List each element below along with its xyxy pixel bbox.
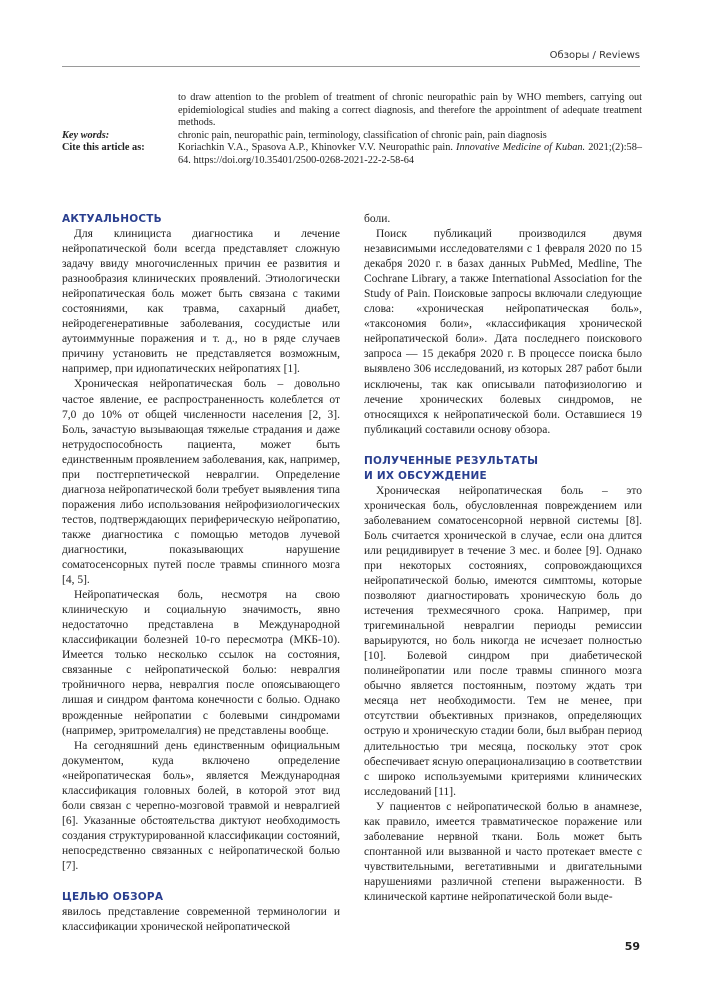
paragraph: На сегодняшний день единственным официальным документом, куда включено определение «нейропатическая боль», является Международная классификация головных болей, в которой этот вид боли связан с черепно-мозговой травмой и невралгией [6]. Указанные обстоятельства диктуют необходимость создания структурированной классификации состояний, непосредственно связанных с нейропатической болью [7]. (62, 739, 340, 872)
citation-journal: Innovative Medicine of Kuban. (456, 142, 586, 154)
header-divider (62, 66, 640, 67)
paragraph: Поиск публикаций производился двумя независимыми исследователями с 1 февраля 2020 по 15 декабря 2020 г. в базах данных PubMed, Medline, The Cochrane Library, а также International Association for the Study of Pain. Поисковые запросы включали следующие слова: «хроническая нейропатическая боль», «таксономия боли», «классификация хронической нейропатической боли». Дата последнего поискового запроса — 15 декабря 2020 г. В процессе поиска было выявлено 306 исследований, из которых 287 работ были исключены, так как описывали патофизиологию и лечение хронических болевых синдромов, не относящихся к нейропатической боли. Оставшиеся 19 публикаций составили основу обзора. (364, 228, 642, 436)
section-heading-results (364, 454, 642, 484)
section-heading-aim: ЦЕЛЬЮ ОБЗОРА (62, 891, 164, 904)
keywords-label: Key words: (62, 129, 110, 141)
paragraph: явилось представление современной терминологии и классификации хронической нейропатической (62, 906, 340, 934)
page-number: 59 (624, 940, 640, 953)
citation-authors: Koriachkin V.A., Spasova A.P., Khinovker V.V. Neuropathic pain. (178, 142, 453, 154)
citation-text (178, 142, 642, 167)
paragraph: Хроническая нейропатическая боль – довольно частое явление, ее распространенность колеблется от 7,0 до 10% от общей численности населения [2, 3]. Боль, зачастую вызывающая тяжелые страдания и даже нетрудоспособность пациента, может быть единственным проявлением заболевания, как, например, при постгерпетической невралгии. Определение диагноза нейропатической боли требует выявления типа поражения либо использования нейрофизиологических тестов, подтверждающих периферическую нейропатию, также диагностика с помощью методов лучевой диагностики, показывающих нарушение соматосенсорных путей после травмы спинного мозга [4, 5]. (62, 378, 341, 587)
citation-row (62, 142, 642, 167)
keywords-row (62, 130, 642, 143)
keywords-text: chronic pain, neuropathic pain, terminology, classification of chronic pain, pain diagnosis (178, 129, 547, 141)
paragraph: У пациентов с нейропатической болью в анамнезе, как правило, имеется травматическое поражение или заболевание нервной ткани. Боль может быть спонтанной или вызванной и часто протекает вместе с чувствительными, вегетативными и двигательными нарушениями различной степени выраженности. В клинической картине нейропатической боли выде- (364, 800, 642, 903)
article-meta (62, 92, 642, 168)
citation-label: Cite this article as: (62, 142, 145, 154)
right-column (364, 212, 642, 905)
citation-details: 2021;(2):58–64. https://doi.org/10.35401/2500-0268-2021-22-2-58-64 (178, 142, 643, 166)
abstract-tail: to draw attention to the problem of treatment of chronic neuropathic pain by WHO members, carrying out epidemiological studies and making a correct diagnosis, and therefore the appointment of adequate treatment methods. (178, 92, 642, 129)
section-heading-relevance: АКТУАЛЬНОСТЬ (62, 213, 162, 225)
paragraph: Хроническая нейропатическая боль – это хроническая боль, обусловленная повреждением или заболеванием соматосенсорной нервной системы [8]. Боль считается хронической в случае, если она длится или рецидивирует в течение 3 мес. и более [9]. Однако при некоторых состояниях, сопровождающихся нейропатической болью, имеются симптомы, которые позволяют диагностировать хроническую боль до истечения трехмесячного срока. Например, при тригеминальной невралгии периоды ремиссии варьируются, но боль никогда не исчезает полностью [10]. Болевой синдром при диабетической полинейропатии или после травмы спинного мозга обычно является постоянным, поэтому ждать три месяца нет необходимости. Тем не менее, при отсутствии объективных признаков, определяющих острую и хроническую стадии боли, был выбран период длительностью три месяца, поскольку этот срок обеспечивает ясную операционализацию в соответствии с широко используемыми критериями клинических исследований [11]. (364, 484, 642, 798)
heading-line: ПОЛУЧЕННЫЕ РЕЗУЛЬТАТЫ (364, 454, 539, 467)
left-column (62, 212, 340, 935)
paragraph: Для клинициста диагностика и лечение нейропатической боли всегда представляет сложную задачу ввиду многочисленных причин ее развития и разнообразия клинических проявлений. Этиологически нейропатическая боль может быть связана с такими состояниями, как травма, сахарный диабет, нейродегенеративные заболевания, сосудистые или аутоиммунные поражения и т. д., но в ряде случаев причину установить не представляется возможным, например, при идиопатических нейропатиях [1]. (62, 228, 340, 376)
paragraph-continuation: боли. (364, 213, 391, 225)
paragraph: Нейропатическая боль, несмотря на свою клиническую и социальную значимость, явно недостаточно представлена в Международной классификации болезней 10-го пересмотра (МКБ-10). Имеется только несколько ссылок на состояния, связанные с нейропатической болью: невралгия тройничного нерва, невралгия после опоясывающего лишая и синдром фантома конечности с болью. Однако врожденные нейропатии с болевыми синдромами (например, эритромелалгия) не представлены вообще. (62, 589, 340, 737)
journal-rubric: Обзоры / Reviews (549, 50, 640, 61)
heading-line: И ИХ ОБСУЖДЕНИЕ (364, 469, 487, 482)
